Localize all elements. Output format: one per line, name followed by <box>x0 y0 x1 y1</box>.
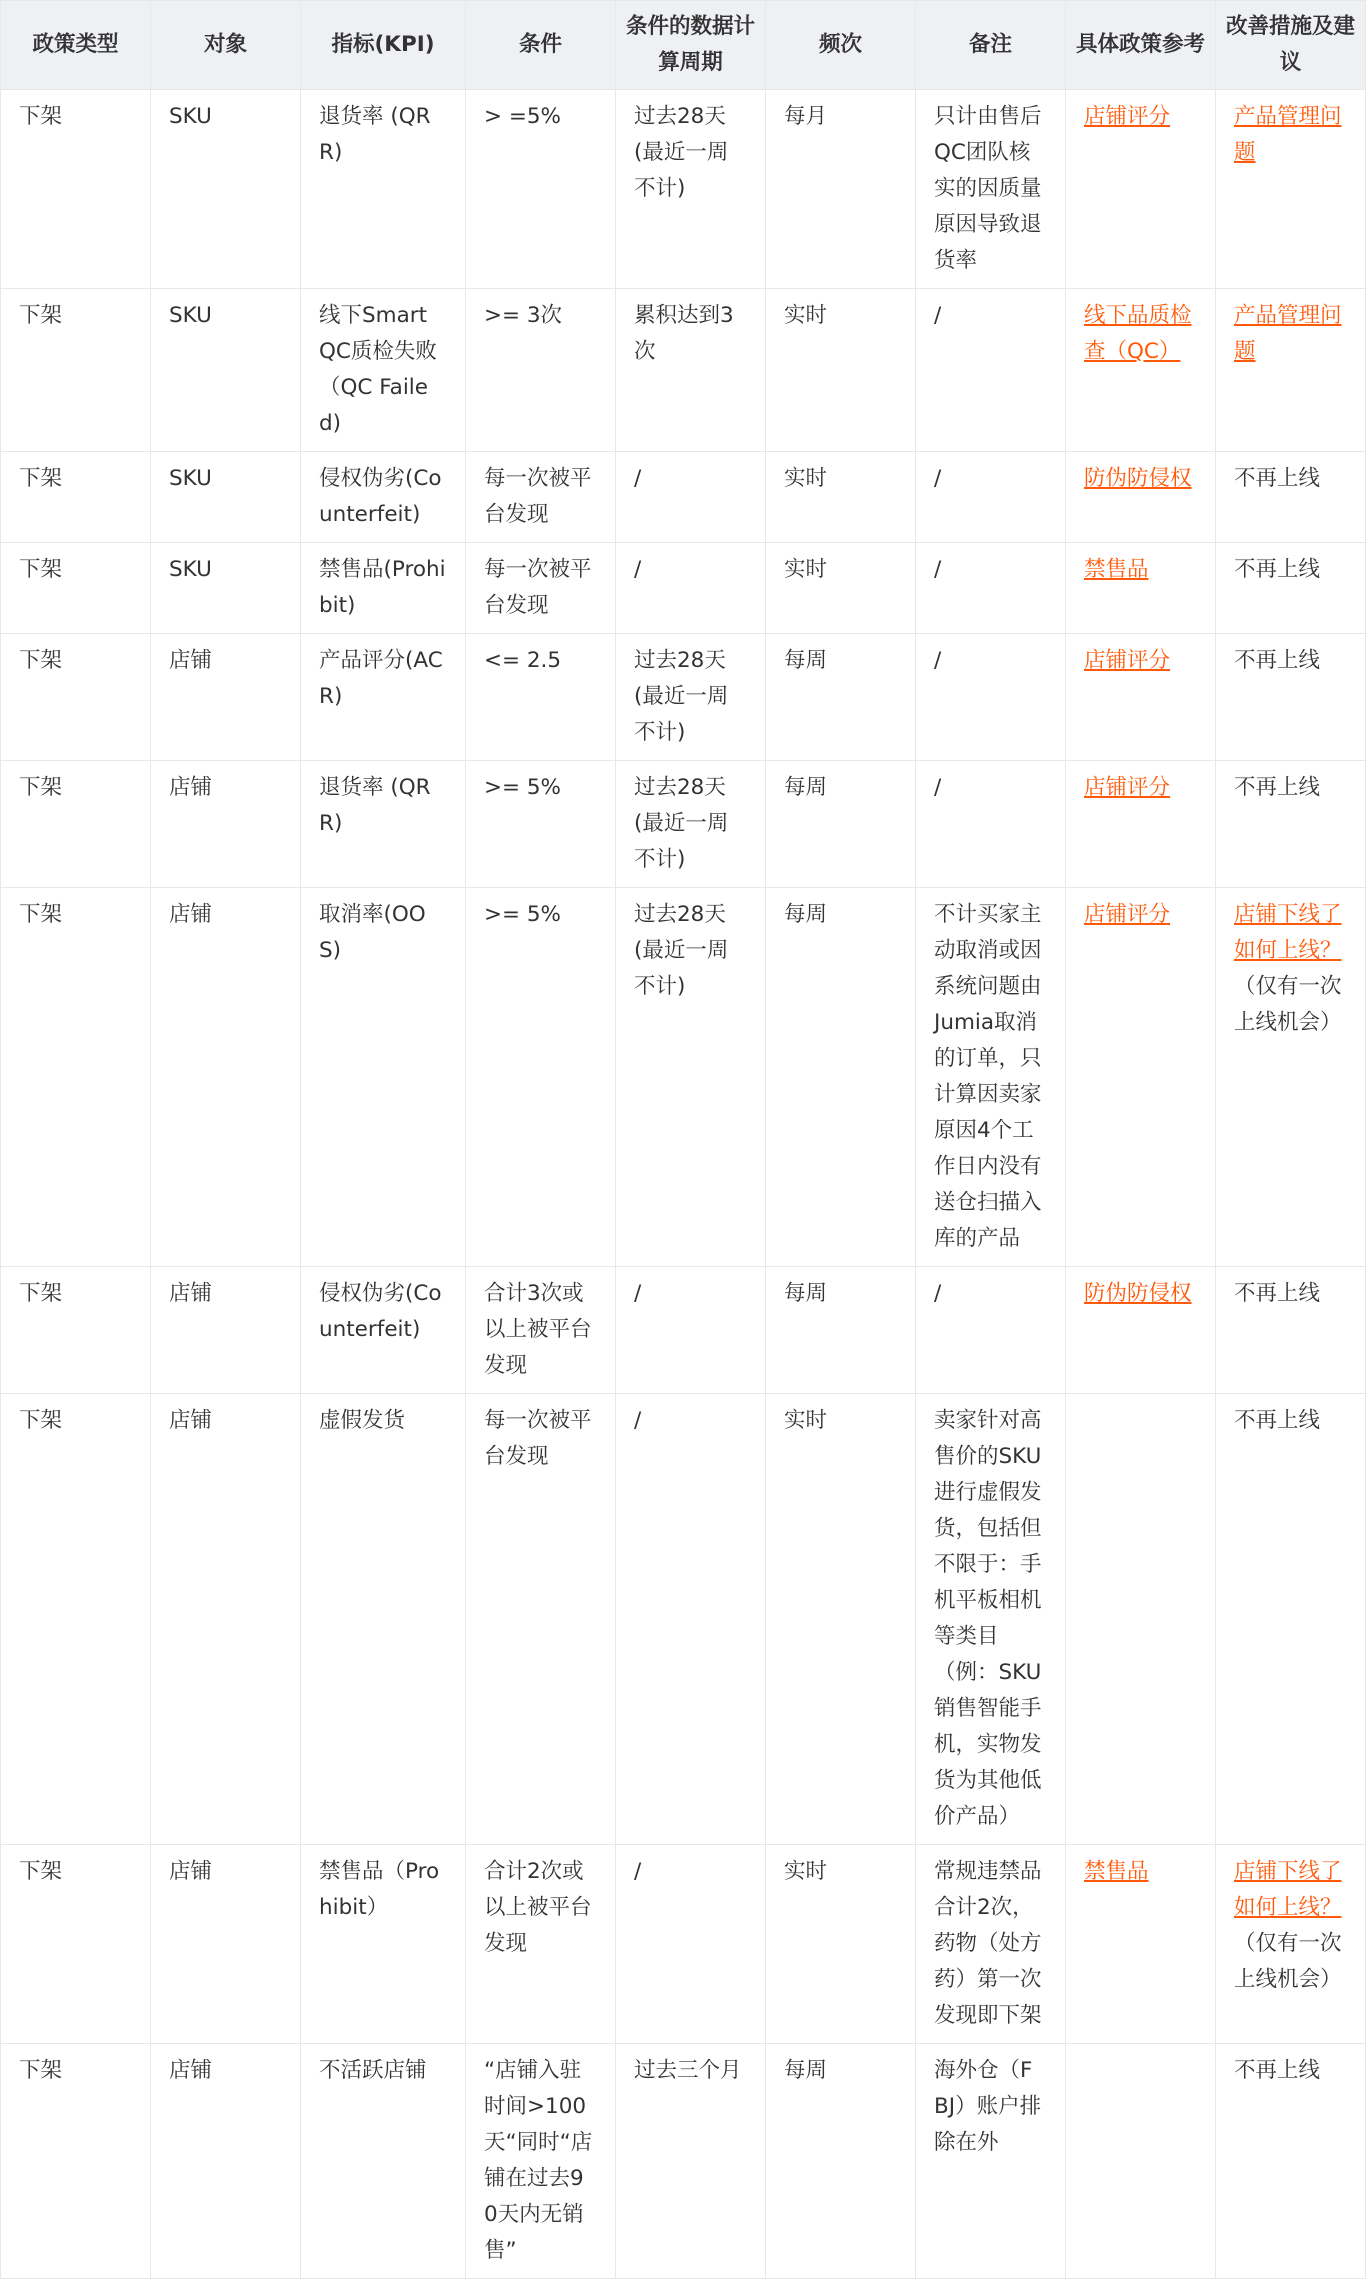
table-row <box>1 2044 1366 2279</box>
policy-reference-link[interactable]: 店铺评分 <box>1084 775 1171 800</box>
note-cell: 卖家针对高售价的SKU进行虚假发货，包括但不限于：手机平板相机等类目（例：SKU销售智能手机，实物发货为其他低价产品） <box>916 1394 1066 1845</box>
improvement-cell <box>1216 289 1366 452</box>
object-cell: 店铺 <box>151 2044 301 2279</box>
condition-cell: 每一次被平台发现 <box>466 452 616 543</box>
policy-type-cell: 下架 <box>1 888 151 1267</box>
improvement-note: 不再上线 <box>1234 466 1321 491</box>
policy-reference-cell <box>1066 888 1216 1267</box>
improvement-cell <box>1216 90 1366 289</box>
header-period: 条件的数据计算周期 <box>616 1 766 90</box>
kpi-cell: 线下Smart QC质检失败（QC Failed) <box>301 289 466 452</box>
condition-cell: 合计2次或以上被平台发现 <box>466 1845 616 2044</box>
header-object: 对象 <box>151 1 301 90</box>
policy-type-cell: 下架 <box>1 289 151 452</box>
condition-cell: “店铺入驻时间>100天“同时“店铺在过去90天内无销售” <box>466 2044 616 2279</box>
policy-type-cell: 下架 <box>1 1845 151 2044</box>
kpi-cell: 禁售品（Prohibit） <box>301 1845 466 2044</box>
frequency-cell: 实时 <box>766 289 916 452</box>
improvement-cell <box>1216 888 1366 1267</box>
policy-reference-link[interactable]: 线下品质检查（QC） <box>1084 303 1192 364</box>
frequency-cell: 每周 <box>766 1267 916 1394</box>
kpi-cell: 侵权伪劣(Counterfeit) <box>301 452 466 543</box>
object-cell: 店铺 <box>151 634 301 761</box>
improvement-cell <box>1216 634 1366 761</box>
frequency-cell: 每月 <box>766 90 916 289</box>
improvement-link[interactable]: 店铺下线了如何上线？ <box>1234 1859 1342 1920</box>
period-cell: / <box>616 452 766 543</box>
improvement-link[interactable]: 产品管理问题 <box>1234 104 1342 165</box>
policy-reference-cell <box>1066 452 1216 543</box>
policy-type-cell: 下架 <box>1 90 151 289</box>
kpi-cell: 产品评分(ACR) <box>301 634 466 761</box>
policy-reference-cell <box>1066 543 1216 634</box>
policy-reference-link[interactable]: 防伪防侵权 <box>1084 466 1192 491</box>
period-cell: 过去28天(最近一周不计) <box>616 888 766 1267</box>
note-cell: 只计由售后QC团队核实的因质量原因导致退货率 <box>916 90 1066 289</box>
table-row <box>1 90 1366 289</box>
policy-type-cell: 下架 <box>1 1267 151 1394</box>
condition-cell: <= 2.5 <box>466 634 616 761</box>
improvement-note: 不再上线 <box>1234 1281 1321 1306</box>
frequency-cell: 每周 <box>766 761 916 888</box>
frequency-cell: 每周 <box>766 2044 916 2279</box>
improvement-note: 不再上线 <box>1234 648 1321 673</box>
header-condition: 条件 <box>466 1 616 90</box>
condition-cell: 每一次被平台发现 <box>466 543 616 634</box>
policy-reference-cell <box>1066 1267 1216 1394</box>
kpi-cell: 不活跃店铺 <box>301 2044 466 2279</box>
object-cell: 店铺 <box>151 1394 301 1845</box>
kpi-cell: 退货率 (QRR) <box>301 761 466 888</box>
condition-cell: 每一次被平台发现 <box>466 1394 616 1845</box>
condition-cell: >= 3次 <box>466 289 616 452</box>
improvement-cell <box>1216 1845 1366 2044</box>
note-cell: 不计买家主动取消或因系统问题由Jumia取消的订单，只计算因卖家原因4个工作日内没有送仓扫描入库的产品 <box>916 888 1066 1267</box>
policy-reference-cell <box>1066 761 1216 888</box>
frequency-cell: 实时 <box>766 1845 916 2044</box>
policy-reference-link[interactable]: 防伪防侵权 <box>1084 1281 1192 1306</box>
table-row <box>1 1267 1366 1394</box>
period-cell: 过去28天(最近一周不计) <box>616 90 766 289</box>
table-row <box>1 634 1366 761</box>
kpi-cell: 侵权伪劣(Counterfeit) <box>301 1267 466 1394</box>
policy-type-cell: 下架 <box>1 761 151 888</box>
header-policy-type: 政策类型 <box>1 1 151 90</box>
improvement-link[interactable]: 店铺下线了如何上线？ <box>1234 902 1342 963</box>
condition-cell: >= 5% <box>466 761 616 888</box>
improvement-cell <box>1216 2044 1366 2279</box>
note-cell: / <box>916 452 1066 543</box>
improvement-note: 不再上线 <box>1234 2058 1321 2083</box>
improvement-note: 不再上线 <box>1234 775 1321 800</box>
period-cell: / <box>616 1394 766 1845</box>
table-row <box>1 452 1366 543</box>
frequency-cell: 每周 <box>766 888 916 1267</box>
object-cell: SKU <box>151 289 301 452</box>
improvement-cell <box>1216 1267 1366 1394</box>
table-row <box>1 1394 1366 1845</box>
kpi-cell: 退货率 (QRR) <box>301 90 466 289</box>
period-cell: / <box>616 1267 766 1394</box>
period-cell: 累积达到3次 <box>616 289 766 452</box>
object-cell: 店铺 <box>151 761 301 888</box>
object-cell: 店铺 <box>151 888 301 1267</box>
improvement-cell <box>1216 452 1366 543</box>
policy-reference-cell <box>1066 1845 1216 2044</box>
header-note: 备注 <box>916 1 1066 90</box>
condition-cell: 合计3次或以上被平台发现 <box>466 1267 616 1394</box>
policy-type-cell: 下架 <box>1 1394 151 1845</box>
note-cell: / <box>916 289 1066 452</box>
improvement-note: 不再上线 <box>1234 1408 1321 1433</box>
object-cell: SKU <box>151 543 301 634</box>
policy-reference-cell <box>1066 634 1216 761</box>
policy-reference-link[interactable]: 店铺评分 <box>1084 902 1171 927</box>
policy-reference-cell <box>1066 2044 1216 2279</box>
improvement-link[interactable]: 产品管理问题 <box>1234 303 1342 364</box>
table-row <box>1 543 1366 634</box>
note-cell: 海外仓（FBJ）账户排除在外 <box>916 2044 1066 2279</box>
kpi-cell: 禁售品(Prohibit) <box>301 543 466 634</box>
note-cell: / <box>916 761 1066 888</box>
kpi-cell: 取消率(OOS) <box>301 888 466 1267</box>
note-cell: 常规违禁品合计2次，药物（处方药）第一次发现即下架 <box>916 1845 1066 2044</box>
policy-type-cell: 下架 <box>1 452 151 543</box>
table-row <box>1 1845 1366 2044</box>
period-cell: / <box>616 1845 766 2044</box>
improvement-cell <box>1216 543 1366 634</box>
table-row <box>1 289 1366 452</box>
policy-reference-link[interactable]: 禁售品 <box>1084 557 1149 582</box>
policy-reference-link[interactable]: 店铺评分 <box>1084 104 1171 129</box>
kpi-cell: 虚假发货 <box>301 1394 466 1845</box>
frequency-cell: 实时 <box>766 1394 916 1845</box>
table-row <box>1 888 1366 1267</box>
frequency-cell: 实时 <box>766 452 916 543</box>
improvement-note: 不再上线 <box>1234 557 1321 582</box>
policy-type-cell: 下架 <box>1 2044 151 2279</box>
header-policy-reference: 具体政策参考 <box>1066 1 1216 90</box>
policy-reference-cell <box>1066 289 1216 452</box>
object-cell: SKU <box>151 90 301 289</box>
frequency-cell: 实时 <box>766 543 916 634</box>
table-row <box>1 761 1366 888</box>
period-cell: 过去28天(最近一周不计) <box>616 634 766 761</box>
note-cell: / <box>916 634 1066 761</box>
policy-reference-link[interactable]: 禁售品 <box>1084 1859 1149 1884</box>
object-cell: 店铺 <box>151 1267 301 1394</box>
period-cell: 过去三个月 <box>616 2044 766 2279</box>
policy-type-cell: 下架 <box>1 543 151 634</box>
header-kpi: 指标(KPI) <box>301 1 466 90</box>
policy-reference-cell <box>1066 1394 1216 1845</box>
frequency-cell: 每周 <box>766 634 916 761</box>
header-frequency: 频次 <box>766 1 916 90</box>
object-cell: SKU <box>151 452 301 543</box>
object-cell: 店铺 <box>151 1845 301 2044</box>
note-cell: / <box>916 543 1066 634</box>
header-row <box>1 1 1366 90</box>
improvement-note: （仅有一次上线机会） <box>1234 974 1342 1035</box>
header-improvement: 改善措施及建议 <box>1216 1 1366 90</box>
policy-type-cell: 下架 <box>1 634 151 761</box>
note-cell: / <box>916 1267 1066 1394</box>
improvement-cell <box>1216 761 1366 888</box>
period-cell: 过去28天(最近一周不计) <box>616 761 766 888</box>
improvement-cell <box>1216 1394 1366 1845</box>
table-body <box>1 90 1366 2279</box>
improvement-note: （仅有一次上线机会） <box>1234 1931 1342 1992</box>
period-cell: / <box>616 543 766 634</box>
policy-reference-cell <box>1066 90 1216 289</box>
condition-cell: >= 5% <box>466 888 616 1267</box>
condition-cell: > =5% <box>466 90 616 289</box>
policy-reference-link[interactable]: 店铺评分 <box>1084 648 1171 673</box>
